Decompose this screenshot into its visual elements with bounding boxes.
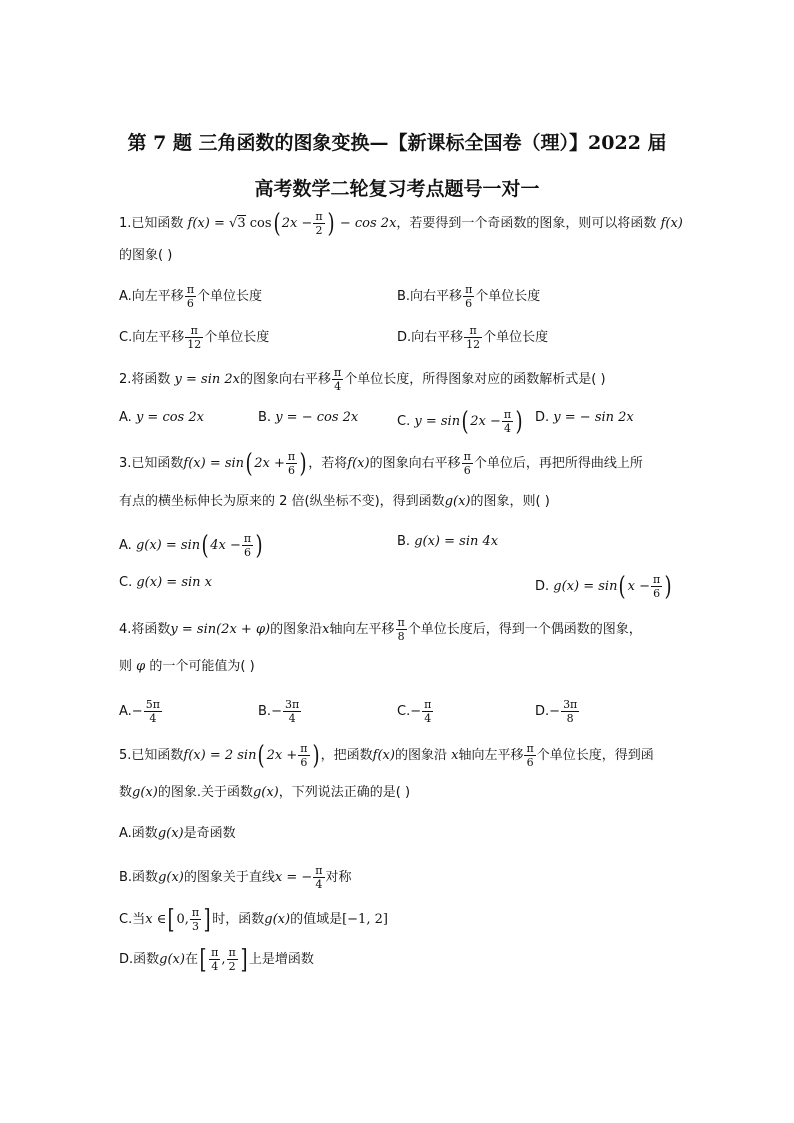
q3-line2-post: 的图象，则( ) bbox=[470, 494, 550, 509]
q5-option-d[interactable] bbox=[119, 946, 314, 973]
question-3-stem bbox=[119, 450, 643, 477]
q4-option-c-frac bbox=[422, 698, 433, 725]
q3-option-d-den: 6 bbox=[653, 587, 661, 600]
q5-option-a-pre: A.函数 bbox=[119, 826, 158, 841]
q2-text: 个单位长度，所得图象对应的函数解析式是( ) bbox=[344, 372, 606, 387]
q1-option-d[interactable] bbox=[397, 324, 548, 351]
q5-frac-den: 6 bbox=[300, 756, 308, 769]
q5-line2-pre: 数 bbox=[119, 785, 133, 800]
q5-option-d-den2: 2 bbox=[228, 960, 236, 973]
q4-option-a[interactable] bbox=[119, 698, 163, 725]
q5-option-d-frac2 bbox=[227, 946, 238, 973]
q5-line2-post: ，下列说法正确的是( ) bbox=[278, 785, 411, 800]
q1-option-b-den: 6 bbox=[465, 297, 473, 310]
q5-line2-mid: 的图象.关于函数 bbox=[157, 785, 253, 800]
q2-option-b[interactable] bbox=[258, 408, 358, 428]
q5-option-c[interactable] bbox=[119, 906, 388, 933]
q1-option-c-frac bbox=[185, 324, 203, 351]
q5-option-c-den: 3 bbox=[191, 920, 199, 933]
q2-func: y = sin 2x bbox=[174, 372, 240, 387]
q4-phi: φ bbox=[136, 659, 146, 674]
q5-text4: 个单位长度，得到函 bbox=[536, 748, 654, 763]
q5-x: x bbox=[451, 748, 459, 763]
q5-gx2: g(x) bbox=[252, 785, 279, 800]
q4-option-b-frac bbox=[283, 698, 301, 725]
q2-frac-den: 4 bbox=[334, 380, 342, 393]
q3-option-a-label: A. bbox=[119, 538, 132, 553]
q5-option-d-pre: D.函数 bbox=[119, 952, 160, 967]
q1-sqrt3: 3 bbox=[237, 216, 246, 231]
question-5-stem bbox=[119, 742, 654, 769]
left-paren-large: ( bbox=[618, 571, 627, 602]
q5-option-c-gx: g(x) bbox=[264, 912, 291, 927]
q3-frac bbox=[286, 450, 297, 477]
q3-text3: 个单位后，再把所得曲线上所 bbox=[473, 456, 643, 471]
q4-frac-den: 8 bbox=[397, 630, 405, 643]
q2-mid: 的图象向右平移 bbox=[240, 372, 332, 387]
q3-frac-num: π bbox=[287, 450, 296, 463]
q3-option-a-den: 6 bbox=[244, 546, 251, 559]
q1-option-c-num: π bbox=[185, 324, 203, 338]
q5-option-c-pre: C.当 bbox=[119, 912, 146, 927]
q3-option-c[interactable] bbox=[119, 573, 212, 593]
q1-option-d-pre: D.向右平移 bbox=[397, 330, 464, 345]
q1-option-a-pre: A.向左平移 bbox=[119, 289, 184, 304]
q1-eq: = bbox=[213, 216, 225, 231]
q5-option-d-mid: 在 bbox=[184, 952, 198, 967]
question-4-stem-line2 bbox=[119, 657, 255, 677]
q4-mid1: 的图象沿 bbox=[270, 622, 323, 637]
left-paren-large: ( bbox=[273, 208, 281, 239]
q4-option-a-den: 4 bbox=[149, 712, 157, 725]
q5-text2: 的图象沿 bbox=[394, 748, 447, 763]
q2-prefix: 2.将函数 bbox=[119, 372, 171, 387]
q4-option-c-label: C. bbox=[397, 704, 411, 719]
q5-option-c-int-a: 0, bbox=[176, 912, 189, 927]
q2-option-c-frac bbox=[502, 408, 513, 435]
q4-option-d-sign: − bbox=[549, 704, 561, 719]
q1-fx2: f(x) bbox=[660, 216, 683, 231]
q1-option-a-post: 个单位长度 bbox=[197, 289, 263, 304]
q4-option-a-sign: − bbox=[131, 704, 143, 719]
q1-option-b-num: π bbox=[465, 283, 473, 296]
q1-cos: cos bbox=[249, 216, 272, 231]
q4-option-d-label: D. bbox=[535, 704, 550, 719]
q3-text2: 的图象向右平移 bbox=[369, 456, 461, 471]
q2-option-c[interactable] bbox=[397, 408, 524, 435]
q1-option-b-post: 个单位长度 bbox=[475, 289, 541, 304]
question-5-stem-line2 bbox=[119, 783, 410, 803]
q2-option-a[interactable] bbox=[119, 408, 204, 428]
q5-option-c-frac bbox=[190, 906, 201, 933]
left-bracket-large: [ bbox=[167, 904, 175, 935]
right-paren-large: ) bbox=[327, 208, 335, 239]
q3-line2-pre: 有点的横坐标伸长为原来的 2 倍(纵坐标不变)，得到函数 bbox=[119, 494, 445, 509]
q5-option-d-gx: g(x) bbox=[159, 952, 185, 967]
left-paren-large: ( bbox=[245, 448, 253, 479]
q5-option-a-gx: g(x) bbox=[157, 826, 184, 841]
q4-option-b-den: 4 bbox=[288, 712, 296, 725]
q4-mid2: 轴向左平移 bbox=[329, 622, 395, 637]
q5-gx: g(x) bbox=[132, 785, 158, 800]
q4-option-a-frac bbox=[144, 698, 162, 725]
q5-option-b[interactable] bbox=[119, 864, 352, 891]
q5-option-d-num1: π bbox=[211, 946, 219, 959]
q3-option-d-arg: x − bbox=[627, 579, 650, 594]
q1-option-d-frac bbox=[464, 324, 482, 351]
q1-option-a-frac bbox=[185, 283, 196, 310]
q2-option-b-expr: y = − cos 2x bbox=[275, 410, 359, 425]
q5-option-b-frac bbox=[313, 864, 324, 891]
q4-line2-post: 的一个可能值为( ) bbox=[145, 659, 255, 674]
q1-option-a-den: 6 bbox=[186, 297, 194, 310]
comma: , bbox=[221, 952, 226, 967]
q1-option-d-num: π bbox=[464, 324, 482, 338]
right-paren-large: ) bbox=[255, 530, 263, 561]
left-bracket-large: [ bbox=[199, 944, 207, 975]
q2-option-d-expr: y = − sin 2x bbox=[553, 410, 634, 425]
q2-option-d-label: D. bbox=[535, 410, 550, 425]
q5-option-d-frac1 bbox=[209, 946, 220, 973]
q5-option-c-range: [−1, 2] bbox=[342, 912, 388, 927]
q3-frac2-den: 6 bbox=[463, 464, 471, 477]
q4-option-b[interactable] bbox=[258, 698, 302, 725]
right-paren-large: ) bbox=[515, 406, 523, 437]
q3-option-b-expr: g(x) = sin 4x bbox=[414, 534, 499, 549]
q2-option-b-label: B. bbox=[258, 410, 272, 425]
q5-option-b-pre: B.函数 bbox=[119, 870, 159, 885]
q4-option-a-num: 5π bbox=[145, 698, 160, 711]
q4-func: y = sin(2x + φ) bbox=[170, 622, 271, 637]
q3-frac-den: 6 bbox=[287, 464, 295, 477]
q2-option-a-expr: y = cos 2x bbox=[135, 410, 204, 425]
q5-option-b-eq: x = − bbox=[274, 870, 313, 885]
q1-option-c-den: 12 bbox=[187, 338, 202, 351]
q1-option-b-pre: B.向右平移 bbox=[397, 289, 463, 304]
q5-frac bbox=[298, 742, 309, 769]
question-4-stem bbox=[119, 616, 642, 643]
q3-option-b-label: B. bbox=[397, 534, 411, 549]
q3-option-a[interactable] bbox=[119, 532, 264, 559]
q3-option-d-pre: g(x) = sin bbox=[553, 579, 618, 594]
left-paren-large: ( bbox=[257, 740, 266, 771]
q3-option-a-arg: 4x − bbox=[210, 538, 241, 553]
question-3-stem-line2 bbox=[119, 492, 550, 512]
q1-tail: − cos 2x bbox=[339, 216, 397, 231]
right-paren-large: ) bbox=[312, 740, 320, 771]
q3-gx: g(x) bbox=[444, 494, 471, 509]
left-paren-large: ( bbox=[201, 530, 209, 561]
q2-option-a-label: A. bbox=[119, 410, 132, 425]
q3-option-d-frac bbox=[651, 573, 662, 600]
q3-fx2: f(x) bbox=[347, 456, 370, 471]
q4-option-d-num: 3π bbox=[563, 698, 578, 711]
q5-option-c-x: x ∈ bbox=[145, 912, 167, 927]
q5-option-b-post: 对称 bbox=[325, 870, 352, 885]
q1-text: ，若要得到一个奇函数的图象，则可以将函数 bbox=[396, 216, 657, 231]
right-paren-large: ) bbox=[299, 448, 307, 479]
q3-frac2-num: π bbox=[463, 450, 471, 463]
q4-x: x bbox=[322, 622, 330, 637]
left-paren-large: ( bbox=[461, 406, 469, 437]
q1-option-c[interactable] bbox=[119, 324, 269, 351]
q1-frac-num: π bbox=[315, 210, 323, 223]
q3-arg: 2x + bbox=[254, 456, 285, 471]
question-1-stem bbox=[119, 210, 683, 237]
q2-option-d[interactable] bbox=[535, 408, 634, 428]
q4-option-d[interactable] bbox=[535, 698, 580, 725]
q3-option-d[interactable] bbox=[535, 573, 673, 600]
q3-prefix: 3.已知函数 bbox=[119, 456, 184, 471]
q1-option-c-post: 个单位长度 bbox=[204, 330, 270, 345]
q4-option-c-num: π bbox=[424, 698, 432, 711]
question-1-prefix: 1.已知函数 bbox=[119, 216, 184, 231]
question-1-stem-line2: 的图象( ) bbox=[119, 248, 173, 263]
q3-option-d-num: π bbox=[652, 573, 661, 586]
q1-frac-den: 2 bbox=[315, 224, 323, 237]
q2-option-c-den: 4 bbox=[503, 422, 511, 435]
q4-option-b-sign: − bbox=[271, 704, 282, 719]
q5-text1: ，把函数 bbox=[320, 748, 373, 763]
q5-option-b-gx: g(x) bbox=[158, 870, 184, 885]
q5-option-b-den: 4 bbox=[315, 878, 323, 891]
sqrt-symbol: √3 bbox=[229, 216, 246, 231]
q1-fraction bbox=[313, 210, 324, 237]
q4-option-b-label: B. bbox=[258, 704, 272, 719]
q2-frac-num: π bbox=[334, 366, 342, 379]
right-bracket-large: ] bbox=[240, 944, 248, 975]
q3-frac2 bbox=[462, 450, 473, 477]
q4-line2-pre: 则 bbox=[119, 659, 133, 674]
q5-option-a[interactable] bbox=[119, 824, 236, 844]
q4-option-a-label: A. bbox=[119, 704, 132, 719]
q4-frac bbox=[396, 616, 407, 643]
q5-frac-num: π bbox=[300, 742, 308, 755]
q1-arg: 2x − bbox=[281, 216, 313, 231]
q5-option-d-post: 上是增函数 bbox=[248, 952, 314, 967]
q3-option-a-frac bbox=[242, 532, 253, 559]
right-paren-large: ) bbox=[664, 571, 672, 602]
q5-option-d-den1: 4 bbox=[211, 960, 219, 973]
q4-option-b-num: 3π bbox=[284, 698, 300, 711]
q5-arg: 2x + bbox=[266, 748, 298, 763]
q3-option-d-label: D. bbox=[535, 579, 550, 594]
q2-option-c-arg: 2x − bbox=[470, 414, 501, 429]
q3-option-c-expr: g(x) = sin x bbox=[136, 575, 212, 590]
q5-option-c-mid: 时，函数 bbox=[212, 912, 265, 927]
q3-option-b[interactable] bbox=[397, 532, 498, 552]
q1-option-c-pre: C.向左平移 bbox=[119, 330, 185, 345]
q1-option-d-den: 12 bbox=[466, 338, 481, 351]
page-title-line1: 第 7 题 三角函数的图象变换—【新课标全国卷（理）】2022 届 bbox=[127, 132, 667, 154]
q3-option-a-pre: g(x) = sin bbox=[135, 538, 201, 553]
q5-frac2-den: 6 bbox=[526, 756, 534, 769]
q4-option-c[interactable] bbox=[397, 698, 434, 725]
q1-option-b-frac bbox=[463, 283, 474, 310]
q4-option-d-den: 8 bbox=[566, 712, 574, 725]
q1-option-a[interactable] bbox=[119, 283, 262, 310]
q4-text: 个单位长度后，得到一个偶函数的图象， bbox=[407, 622, 642, 637]
q5-frac2-num: π bbox=[526, 742, 534, 755]
q1-option-d-post: 个单位长度 bbox=[483, 330, 549, 345]
q3-option-a-num: π bbox=[243, 532, 252, 545]
q5-option-b-num: π bbox=[315, 864, 323, 877]
q5-option-d-num2: π bbox=[228, 946, 236, 959]
right-bracket-large: ] bbox=[203, 904, 211, 935]
q2-frac bbox=[332, 366, 343, 393]
q3-fx: f(x) = sin bbox=[183, 456, 245, 471]
q2-option-c-pre: y = sin bbox=[414, 414, 461, 429]
q3-text1: ，若将 bbox=[308, 456, 348, 471]
q4-option-c-den: 4 bbox=[424, 712, 432, 725]
q2-option-c-label: C. bbox=[397, 414, 411, 429]
q2-option-c-num: π bbox=[503, 408, 512, 421]
q4-option-c-sign: − bbox=[410, 704, 422, 719]
q5-option-c-num: π bbox=[191, 906, 200, 919]
q4-prefix: 4.将函数 bbox=[119, 622, 171, 637]
q5-prefix: 5.已知函数 bbox=[119, 748, 184, 763]
q5-option-a-post: 是奇函数 bbox=[183, 826, 236, 841]
q5-fx2: f(x) bbox=[372, 748, 395, 763]
q1-fx: f(x) bbox=[187, 216, 210, 231]
q5-fx: f(x) = 2 sin bbox=[183, 748, 257, 763]
q5-option-c-mid2: 的值域是 bbox=[290, 912, 343, 927]
q5-option-b-mid: 的图象关于直线 bbox=[183, 870, 275, 885]
question-2-stem bbox=[119, 366, 606, 393]
q3-option-c-label: C. bbox=[119, 575, 133, 590]
q1-option-b[interactable] bbox=[397, 283, 540, 310]
q4-option-d-frac bbox=[561, 698, 579, 725]
q4-frac-num: π bbox=[397, 616, 405, 629]
q5-text3: 轴向左平移 bbox=[458, 748, 524, 763]
q1-option-a-num: π bbox=[186, 283, 195, 296]
page-title-line2: 高考数学二轮复习考点题号一对一 bbox=[254, 178, 540, 200]
q5-frac2 bbox=[524, 742, 535, 769]
